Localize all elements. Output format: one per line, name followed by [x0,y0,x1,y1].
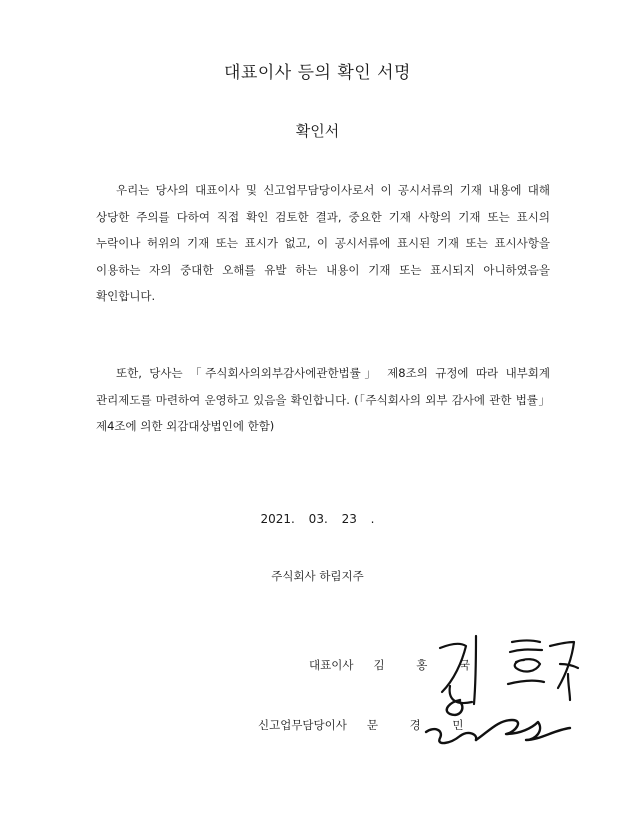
company-name: 주식회사 하림지주 [271,569,364,583]
signatory-name: 김 홍 국 [373,658,485,672]
signatory-role: 대표이사 [309,658,354,672]
document-title: 대표이사 등의 확인 서명 [224,63,411,83]
document-subtitle: 확인서 [295,122,340,140]
internal-control-paragraph: 또한, 당사는 「주식회사의외부감사에관한법률」 제8조의 규정에 따라 내부회계 관리제도를 마련하여 운영하고 있음을 확인합니다. (「주식회사의 외부 감사에 관한 법률」 제4조에 의한 외감대상법인에 한함) [96,366,550,433]
signatory-name: 문 경 민 [366,718,478,732]
signatory-role: 신고업무담당이사 [258,718,347,732]
confirmation-paragraph: 우리는 당사의 대표이사 및 신고업무담당이사로서 이 공시서류의 기재 내용에 대해 상당한 주의를 다하여 직접 확인 검토한 결과, 중요한 기재 사항의 기재 또는 표시의 누락이나 허위의 기재 또는 표시가 없고, 이 공시서류에 표시된 기재 또는 표시사항을 이용하는 자의 중대한 오해를 유발 하는 내용이 기재 또는 표시되지 아니하였음을 확인합니다. [96,183,550,303]
document-date: 2021. 03. 23 . [260,512,375,526]
director-handwritten-signature [420,690,580,750]
